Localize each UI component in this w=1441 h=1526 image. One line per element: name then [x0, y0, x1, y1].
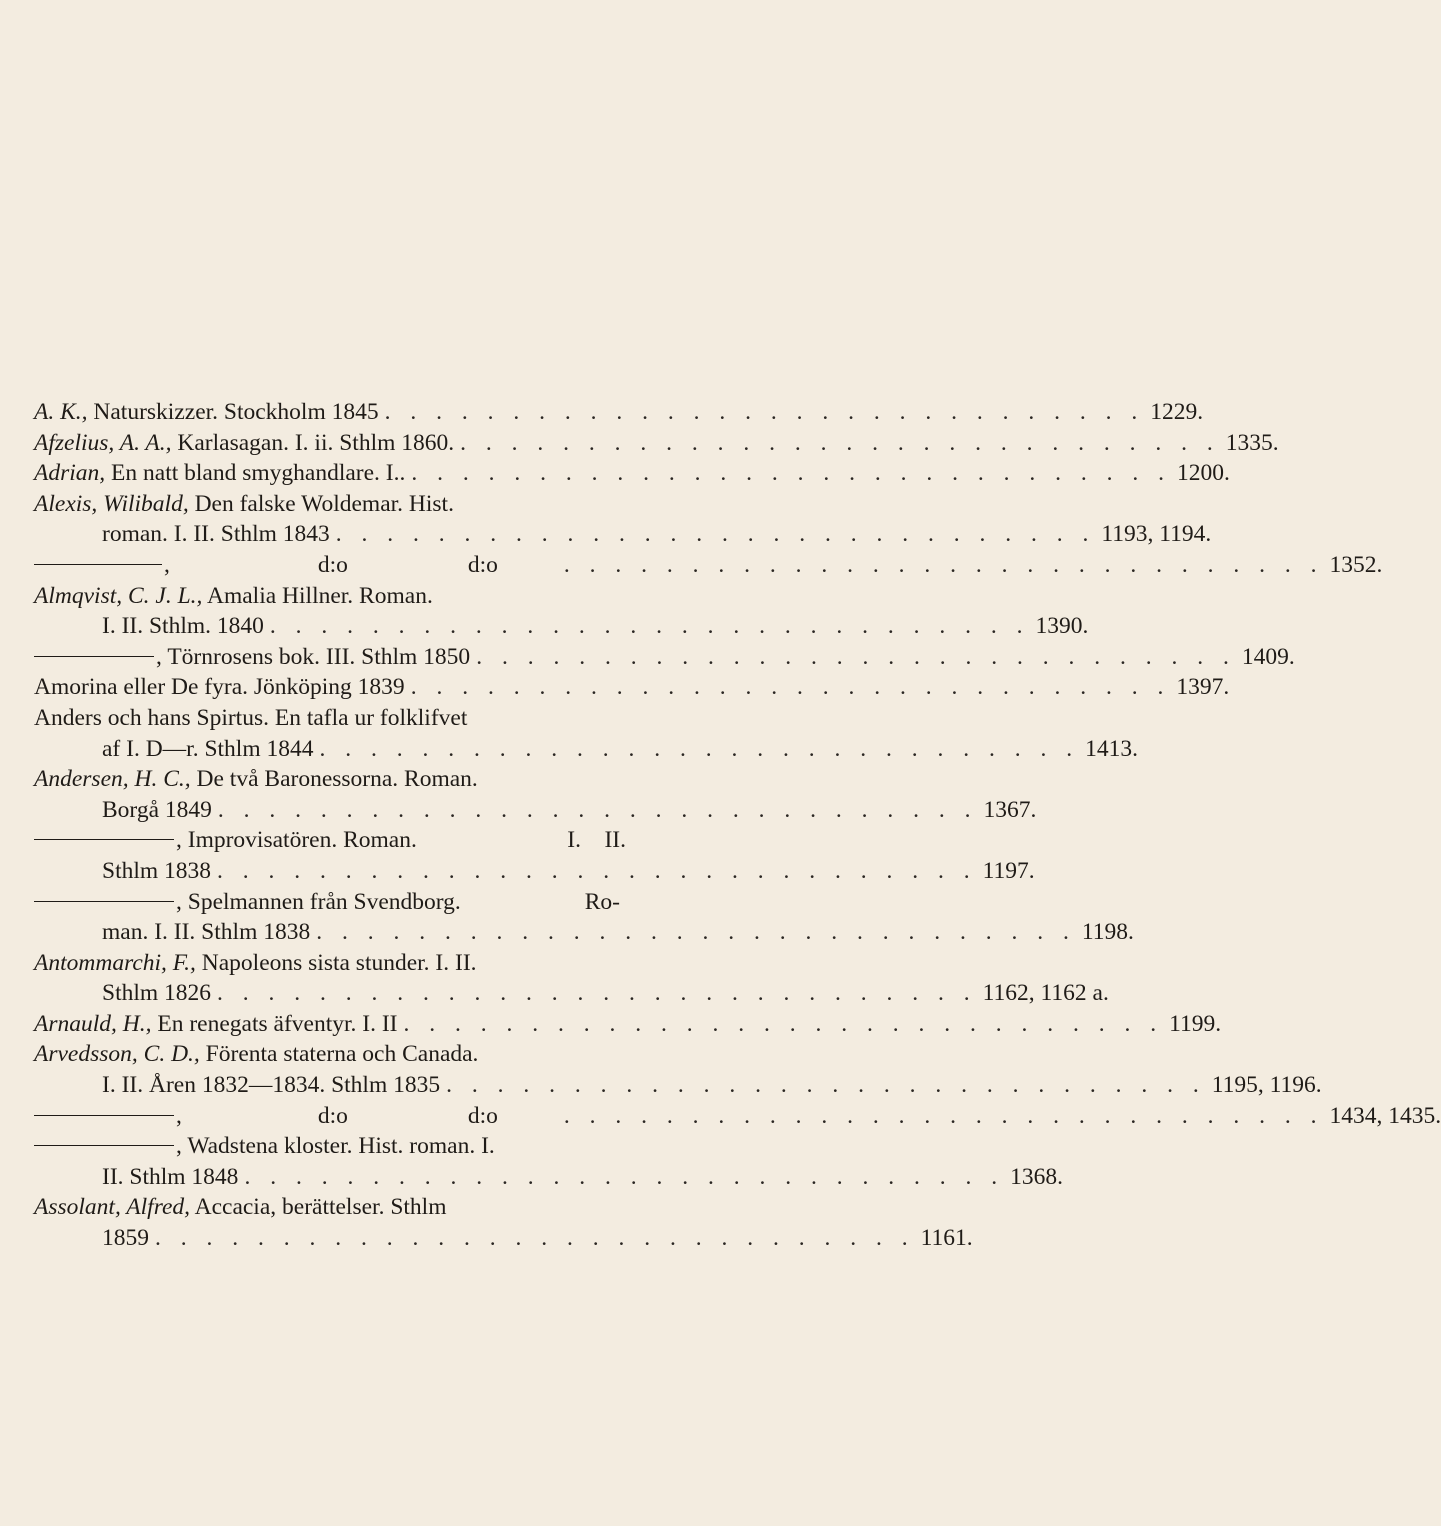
catalog-entry	[34, 672, 1230, 703]
entry-title: , Törnrosens bok. III. Sthlm 1850	[156, 643, 471, 670]
catalog-entry	[34, 1131, 786, 1162]
catalog-entry	[34, 1009, 1222, 1040]
entry-title: Naturskizzer. Stockholm 1845	[87, 399, 379, 425]
entry-number: 1390.	[1035, 613, 1089, 640]
catalog-entry	[34, 825, 786, 856]
entry-continuation: I. II. Sthlm. 1840	[102, 613, 264, 640]
entry-author: Arvedsson, C. D.,	[34, 1041, 200, 1068]
entry-continuation: af I. D—r. Sthlm 1844	[102, 735, 314, 762]
leader-dots: . . . . . . . . . . . . . . . . . . . . . . . . . . . . . .	[476, 643, 1236, 670]
leader-dots: . . . . . . . . . . . . . . . . . . . . . . . . . . . . . .	[384, 399, 1145, 425]
entry-continuation: roman. I. II. Sthlm 1843	[102, 521, 330, 548]
entry-number: 1195, 1196.	[1211, 1072, 1322, 1099]
entry-number: 1352.	[1329, 551, 1383, 578]
entry-number: 1368.	[1010, 1163, 1063, 1190]
entry-number: 1367.	[983, 796, 1037, 823]
ditto-mark: d:o	[467, 551, 498, 578]
catalog-entry-continuation	[34, 978, 1109, 1009]
entry-number: 1198.	[1081, 919, 1134, 946]
leader-dots: . . . . . . . . . . . . . . . . . . . . . . . . . . . . . .	[217, 857, 977, 884]
leader-dots: . . . . . . . . . . . . . . . . . . . . . . . . . . . . . .	[244, 1163, 1005, 1190]
entry-number: 1413.	[1085, 735, 1138, 762]
ditto-dash	[34, 1145, 174, 1146]
ditto-dash	[34, 564, 162, 565]
entry-author: Adrian,	[34, 460, 106, 487]
entry-author: Arnauld, H.,	[34, 1010, 152, 1037]
leader-dots: . . . . . . . . . . . . . . . . . . . . . . . . . . . . . .	[563, 551, 1324, 578]
leader-dots: . . . . . . . . . . . . . . . . . . . . . . . . . . . . . .	[269, 613, 1030, 640]
catalog-entry	[34, 489, 786, 520]
ditto-mark: d:o	[317, 1102, 348, 1129]
catalog-entry-continuation	[34, 795, 1037, 826]
ditto-mark: d:o	[317, 551, 348, 578]
entry-continuation: II. Sthlm 1848	[102, 1163, 239, 1190]
entry-number: 1434, 1435.	[1329, 1102, 1441, 1129]
entry-continuation: 1859	[102, 1225, 149, 1252]
entry-title: , Spelmannen från Svendborg.	[176, 888, 461, 915]
catalog-entry-continuation	[34, 1162, 1063, 1193]
entry-continuation: Sthlm 1838	[102, 857, 212, 884]
entry-continuation: Sthlm 1826	[102, 980, 212, 1007]
entry-title: En renegats äfventyr. I. II	[151, 1010, 398, 1037]
entry-author: Assolant, Alfred,	[34, 1194, 191, 1221]
entry-number: 1197.	[982, 857, 1035, 884]
entry-author: A. K.,	[34, 399, 88, 425]
catalog-entry	[34, 887, 786, 918]
leader-dots: . . . . . . . . . . . . . . . . . . . . . . . . . . . . . .	[410, 674, 1171, 701]
catalog-entries	[34, 397, 1441, 1254]
entry-title: I.	[567, 827, 581, 854]
entry-title: II.	[604, 827, 626, 854]
entry-title: Förenta staterna och Canada.	[199, 1041, 479, 1068]
ditto-dash	[34, 656, 154, 657]
entry-title: Amorina eller De fyra. Jönköping 1839	[34, 674, 405, 701]
entry-number: 1200.	[1176, 460, 1230, 487]
leader-dots: . . . . . . . . . . . . . . . . . . . . . . . . . . . . . .	[335, 521, 1096, 548]
catalog-entry-continuation	[34, 734, 1138, 765]
catalog-entry	[34, 1039, 786, 1070]
entry-number: 1161.	[920, 1225, 973, 1252]
leader-dots: . . . . . . . . . . . . . . . . . . . . . . . . . . . . . .	[403, 1010, 1164, 1037]
entry-continuation: Borgå 1849	[102, 796, 212, 823]
entry-author: Alexis, Wilibald,	[34, 490, 189, 517]
ditto-dash	[34, 1115, 174, 1116]
entry-number: 1193, 1194.	[1101, 521, 1212, 548]
catalog-entry-continuation	[34, 519, 1212, 550]
entry-title: En natt bland smyghandlare. I..	[105, 460, 406, 487]
leader-dots: . . . . . . . . . . . . . . . . . . . . . . . . . . . . . .	[217, 796, 978, 823]
entry-title: , Wadstena kloster. Hist. roman. I.	[176, 1133, 495, 1160]
entry-number: 1229.	[1150, 399, 1204, 425]
catalog-entry	[34, 397, 1204, 428]
entry-title: Napoleons sista stunder. I. II.	[195, 949, 477, 976]
entry-author: Afzelius, A. A.,	[34, 429, 172, 456]
catalog-entry-continuation	[34, 856, 1035, 887]
ditto-dash	[34, 839, 174, 840]
entry-number: 1397.	[1176, 674, 1230, 701]
leader-dots: . . . . . . . . . . . . . . . . . . . . . . . . . . . . . .	[460, 429, 1220, 456]
leader-dots: . . . . . . . . . . . . . . . . . . . . . . . . . . . . . .	[563, 1102, 1324, 1129]
catalog-entry	[34, 764, 786, 795]
leader-dots: . . . . . . . . . . . . . . . . . . . . . . . . . . . . . .	[316, 919, 1076, 946]
catalog-entry	[34, 948, 786, 979]
entry-author: Antommarchi, F.,	[34, 949, 196, 976]
entry-title: Accacia, berättelser. Sthlm	[190, 1194, 447, 1221]
catalog-entry	[34, 642, 1295, 673]
catalog-entry-continuation	[34, 1070, 1322, 1101]
leader-dots: . . . . . . . . . . . . . . . . . . . . . . . . . . . . . .	[319, 735, 1080, 762]
entry-number: 1162, 1162 a.	[982, 980, 1109, 1007]
catalog-entry	[34, 428, 1279, 459]
entry-title: , Improvisatören. Roman.	[176, 827, 417, 854]
catalog-entry	[34, 458, 1230, 489]
leader-dots: . . . . . . . . . . . . . . . . . . . . . . . . . . . . . .	[411, 460, 1171, 487]
entry-number: 1199.	[1169, 1010, 1222, 1037]
entry-title: Amalia Hillner. Roman.	[202, 582, 433, 609]
catalog-entry: , d:o d:o . . . . . . . . . . . . . . . . . . . . . . . . . . . . . . 1352.	[34, 550, 786, 581]
leader-dots: . . . . . . . . . . . . . . . . . . . . . . . . . . . . . .	[217, 980, 977, 1007]
entry-number: 1335.	[1225, 429, 1279, 456]
catalog-entry: , d:o d:o . . . . . . . . . . . . . . . . . . . . . . . . . . . . . . 1434, 1435.	[34, 1101, 786, 1132]
leader-dots: . . . . . . . . . . . . . . . . . . . . . . . . . . . . . .	[155, 1225, 915, 1252]
entry-continuation: I. II. Åren 1832—1834. Sthlm 1835	[102, 1072, 441, 1099]
catalog-entry	[34, 703, 786, 734]
leader-dots: . . . . . . . . . . . . . . . . . . . . . . . . . . . . . .	[446, 1072, 1206, 1099]
entry-title: Den falske Woldemar. Hist.	[188, 490, 454, 517]
entry-title: De två Baronessorna. Roman.	[190, 766, 478, 793]
entry-title: Anders och hans Spirtus. En tafla ur folklifvet	[34, 704, 468, 731]
entry-title: Karlasagan. I. ii. Sthlm 1860.	[171, 429, 455, 456]
catalog-entry-continuation	[34, 611, 1089, 642]
entry-continuation: man. I. II. Sthlm 1838	[102, 919, 311, 946]
entry-author: Andersen, H. C.,	[34, 766, 191, 793]
ditto-dash	[34, 901, 174, 902]
catalog-entry	[34, 581, 786, 612]
catalog-entry	[34, 1192, 786, 1223]
entry-number: 1409.	[1241, 643, 1295, 670]
catalog-entry-continuation	[34, 1223, 973, 1254]
entry-author: Almqvist, C. J. L.,	[34, 582, 203, 609]
catalog-entry-continuation	[34, 917, 1134, 948]
entry-title: Ro-	[584, 888, 620, 915]
ditto-mark: d:o	[467, 1102, 498, 1129]
